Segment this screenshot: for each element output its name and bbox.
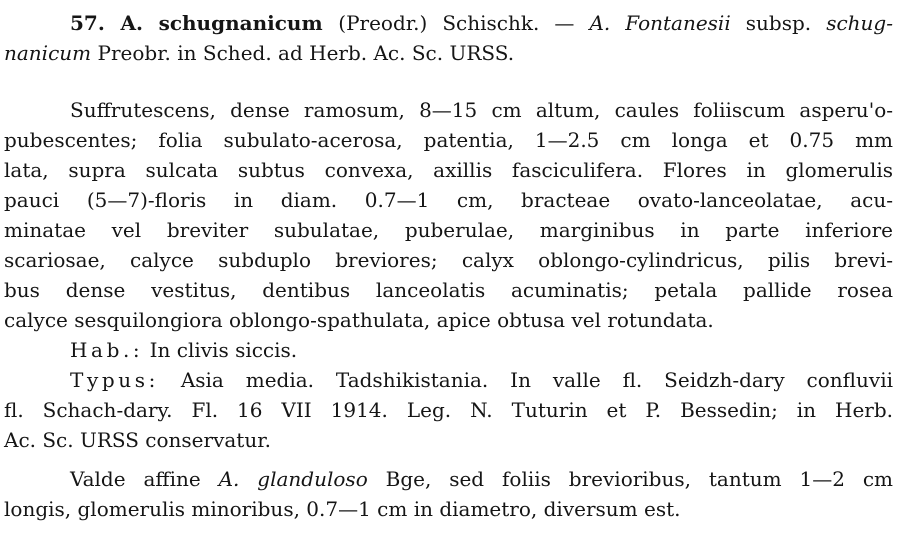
heading-line-2 bbox=[4, 38, 893, 68]
typus-label: Typus: bbox=[70, 368, 159, 392]
species-number-and-name: 57. A. schugnanicum bbox=[70, 11, 339, 35]
typus-text: Asia media. Tadshikistania. In valle fl. Seidzh-dary confluvii bbox=[158, 368, 893, 392]
synonym-epithet-end: nanicum bbox=[4, 41, 92, 65]
affinity-tail-text: Bge, sed foliis brevioribus, tantum 1—2 cm bbox=[367, 467, 894, 491]
description-line: lata, supra sulcata subtus convexa, axillis fasciculifera. Flores in glomerulis bbox=[4, 158, 893, 182]
latin-description bbox=[4, 95, 893, 335]
author-citation: (Preodr.) Schischk. — bbox=[338, 11, 590, 35]
affinity-line-1 bbox=[4, 464, 893, 494]
affinity-line-2: longis, glomerulis minoribus, 0.7—1 cm in diametro, diversum est. bbox=[4, 497, 681, 521]
description-line: pauci (5—7)-floris in diam. 0.7—1 cm, bracteae ovato-lanceolatae, acu- bbox=[4, 188, 893, 212]
habitat-paragraph bbox=[4, 335, 893, 365]
description-line: calyce sesquilongiora oblongo-spathulata, apice obtusa vel rotundata. bbox=[4, 308, 714, 332]
species-heading bbox=[4, 8, 893, 68]
typus-line-3: Ac. Sc. URSS conservatur. bbox=[4, 428, 271, 452]
description-line: scariosae, calyce subduplo breviores; calyx oblongo-cylindricus, pilis brevi- bbox=[4, 248, 893, 272]
typus-line-2: fl. Schach-dary. Fl. 16 VII 1914. Leg. N. Tuturin et P. Bessedin; in Herb. bbox=[4, 398, 893, 422]
synonym-epithet-start: schug- bbox=[826, 11, 893, 35]
synonym-species-name: A. Fontanesii bbox=[589, 11, 731, 35]
habitat-label: Hab.: bbox=[70, 338, 144, 362]
affinity-lead-text: Valde affine bbox=[70, 467, 219, 491]
description-line: minatae vel breviter subulatae, puberulae, marginibus in parte inferiore bbox=[4, 218, 893, 242]
heading-line-1 bbox=[4, 8, 893, 38]
typus-paragraph bbox=[4, 365, 893, 455]
affinity-paragraph bbox=[4, 464, 893, 524]
subsp-label: subsp. bbox=[730, 11, 827, 35]
synonym-citation: Preobr. in Sched. ad Herb. Ac. Sc. URSS. bbox=[91, 41, 515, 65]
typus-line-1 bbox=[4, 365, 893, 395]
description-line: Suffrutescens, dense ramosum, 8—15 cm altum, caules foliiscum asperu'o- bbox=[70, 98, 893, 122]
description-line: bus dense vestitus, dentibus lanceolatis acuminatis; petala pallide rosea bbox=[4, 278, 893, 302]
habitat-text: In clivis siccis. bbox=[143, 338, 298, 362]
description-line: pubescentes; folia subulato-acerosa, patentia, 1—2.5 cm longa et 0.75 mm bbox=[4, 128, 893, 152]
habitat-line bbox=[4, 335, 893, 365]
related-species-name: A. glanduloso bbox=[218, 467, 368, 491]
